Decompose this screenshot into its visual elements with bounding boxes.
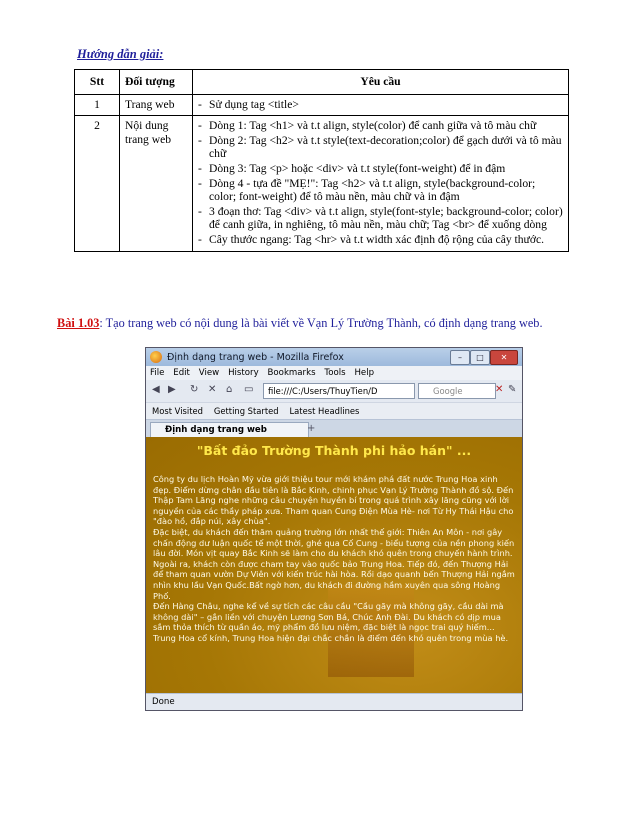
header-stt: Stt <box>75 70 120 95</box>
title-bar[interactable] <box>146 348 522 366</box>
bookmark-latest-headlines[interactable]: Latest Headlines <box>289 406 360 416</box>
bookmark-getting-started[interactable]: Getting Started <box>213 406 279 416</box>
paragraph: Đến Hàng Châu, nghe kể về sự tích các câu cầu "Cầu gãy mà không gãy, cầu dài mà không dài" – gắn liền với chuyện Lương Sơn Bá, Chúc Anh Đài. Du khách có dịp mua sắm thỏa thích từ quần áo, mỹ phẩm đồ lưu niệm, đặc biệt là ngọc trai quý hiếm... Trung Hoa cổ kính, Trung Hoa hiện đại chắc chắn là điểm đến khó quên trong mùa hè. <box>153 601 509 643</box>
forward-icon[interactable]: ▶ <box>168 384 176 395</box>
menu-file[interactable]: File <box>150 368 165 378</box>
page-icon: ▭ <box>244 384 254 395</box>
exercise-statement <box>57 316 543 331</box>
tools-icon[interactable]: ✎ <box>508 384 517 395</box>
menu-view[interactable]: View <box>198 368 220 378</box>
menu-edit[interactable]: Edit <box>173 368 190 378</box>
page-heading: "Bất đảo Trường Thành phi hảo hán" ... <box>196 443 472 458</box>
requirement-item: - Cây thước ngang: Tag <hr> và t.t width xác định độ rộng của cây thước. <box>198 233 563 247</box>
cell-requirements <box>193 94 569 116</box>
firefox-icon <box>150 351 162 363</box>
reload-icon[interactable]: ↻ <box>190 384 199 395</box>
new-tab-icon[interactable]: + <box>307 423 316 434</box>
close-button[interactable]: ✕ <box>490 350 518 365</box>
minimize-button[interactable]: – <box>450 350 470 365</box>
menu-bar <box>146 366 522 380</box>
requirement-item: - Dòng 3: Tag <p> hoặc <div> và t.t style(font-weight) để in đậm <box>198 162 563 176</box>
paragraph: Công ty du lịch Hoàn Mỹ vừa giới thiệu tour mới khám phá đất nước Trung Hoa xinh đẹp. Điểm dừng chân đầu tiên là Bắc Kinh, chinh phục Vạn Lý Trường Thành đồ sộ. Đến Thập Tam Lăng nghe những câu chuyện huyền bí trong quá trình xây lăng cũng với lời nguyền của các thầy pháp xưa. Tham quan Cung Điện Mùa Hè- nơi Từ Hy Thái Hậu cho "đào hồ, đắp núi, xây chùa". <box>153 474 514 527</box>
bookmarks-toolbar <box>146 402 522 419</box>
maximize-button[interactable]: □ <box>470 350 490 365</box>
requirements-table <box>74 69 569 252</box>
navigation-toolbar <box>146 380 522 402</box>
back-icon[interactable]: ◀ <box>152 384 160 395</box>
menu-help[interactable]: Help <box>354 368 375 378</box>
cell-stt: 2 <box>75 116 120 251</box>
menu-tools[interactable]: Tools <box>324 368 346 378</box>
address-bar[interactable]: file:///C:/Users/ThuyTien/D <box>263 383 415 399</box>
menu-history[interactable]: History <box>228 368 259 378</box>
status-text: Done <box>152 697 175 707</box>
table-row <box>75 116 569 251</box>
page-content <box>146 437 522 693</box>
search-input[interactable]: Google <box>418 383 496 399</box>
window-title: Định dạng trang web - Mozilla Firefox <box>167 352 344 363</box>
requirement-item: - Dòng 1: Tag <h1> và t.t align, style(color) để canh giữa và tô màu chữ <box>198 119 563 133</box>
heading-huong-dan: Hướng dẫn giải: <box>77 47 164 61</box>
requirement-item: - Dòng 4 - tựa đề "MẸ!": Tag <h2> và t.t align, style(background-color; color; font-weight) để tô màu nền, màu chữ và in đậm <box>198 177 563 204</box>
menu-bookmarks[interactable]: Bookmarks <box>267 368 316 378</box>
cell-stt: 1 <box>75 94 120 116</box>
table-row <box>75 94 569 116</box>
requirement-item: - Sử dụng tag <title> <box>198 98 563 112</box>
addon-icon[interactable]: ✕ <box>495 384 504 395</box>
exercise-text: : Tạo trang web có nội dung là bài viết về Vạn Lý Trường Thành, có định dạng trang web. <box>99 316 543 330</box>
cell-object: Nội dung trang web <box>120 116 193 251</box>
requirement-item: - Dòng 2: Tag <h2> và t.t style(text-decoration;color) để gạch dưới và tô màu chữ <box>198 134 563 161</box>
table-header-row <box>75 70 569 95</box>
cell-requirements <box>193 116 569 251</box>
tab-bar <box>146 419 522 438</box>
exercise-label: Bài 1.03 <box>57 316 100 330</box>
status-bar <box>146 693 522 711</box>
header-object: Đối tượng <box>120 70 193 95</box>
requirement-item: - 3 đoạn thơ: Tag <div> và t.t align, style(font-style; background-color; color) để canh giữa, in nghiêng, tô màu nền, màu chữ; Tag <br> để xuống dòng <box>198 205 563 232</box>
tab-dinh-dang-trang-web[interactable]: Định dạng trang web <box>150 422 309 438</box>
paragraph: Đặc biệt, du khách đến thăm quảng trường lớn nhất thế giới: Thiên An Môn - nơi gây chấn động dư luận quốc tế một thời, ghé qua Cố Cung - biểu tượng của nền phong kiến lâu đời. Món vịt quay Bắc Kinh sẽ làm cho du khách khó quên trong chuyến hành trình. <box>153 526 515 559</box>
browser-window <box>145 347 523 711</box>
stop-icon[interactable]: ✕ <box>208 384 217 395</box>
page-body <box>153 474 515 644</box>
cell-object: Trang web <box>120 94 193 116</box>
header-requirements: Yêu cầu <box>193 70 569 95</box>
bookmark-most-visited[interactable]: Most Visited <box>152 406 203 416</box>
home-icon[interactable]: ⌂ <box>226 384 233 395</box>
paragraph: Ngoài ra, khách còn được cham tay vào quốc bảo Trung Hoa. Tiếp đó, đến Thượng Hải để tham quan vườn Dự Viên với kiến trúc hài hòa. Rồi dạo quanh bến Thượng Hải ngắm nhìn khu lầu Vạn Quốc.Bất ngờ hơn, du khách đi đường hầm xuyên qua sông Hoàng Phố. <box>153 558 515 601</box>
